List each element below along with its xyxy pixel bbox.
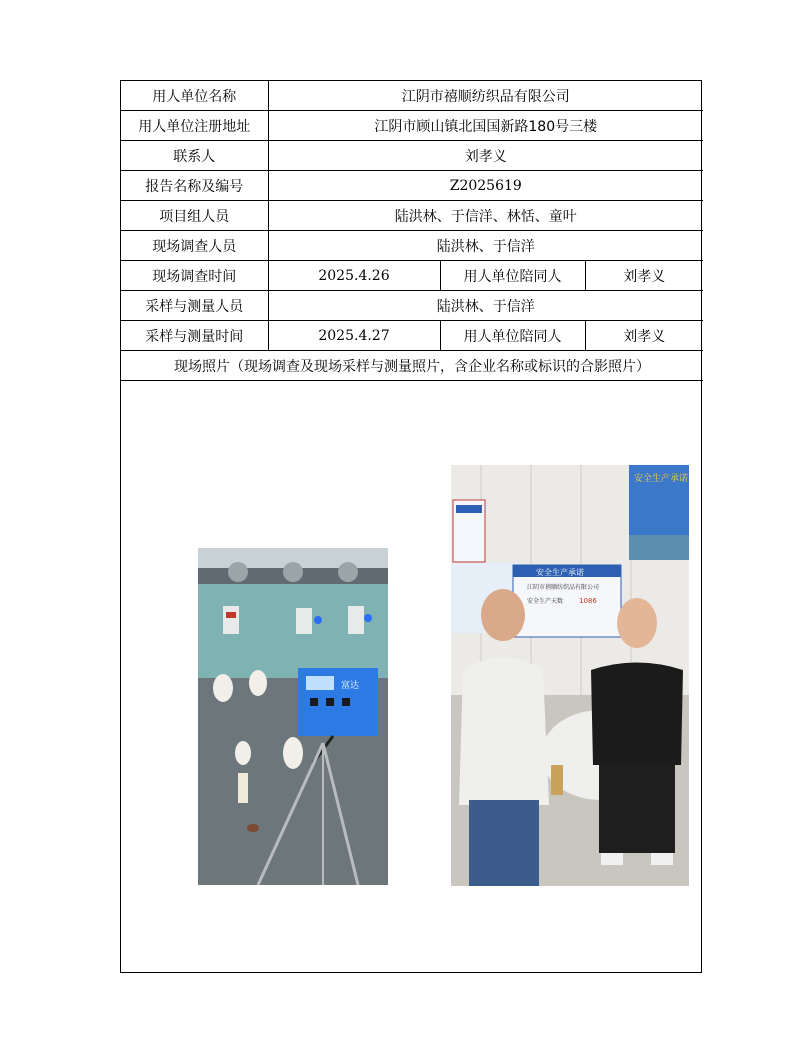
- project-team: 陆洪林、于信洋、林恬、童叶: [268, 201, 703, 231]
- poster-text: 安全生产承诺: [634, 474, 689, 484]
- companion-name: 刘孝义: [585, 321, 703, 351]
- companion-name: 刘孝义: [585, 261, 703, 291]
- photos-header: 现场照片（现场调查及现场采样与测量照片，含企业名称或标识的合影照片）: [121, 351, 703, 381]
- table-row: [121, 291, 703, 321]
- field-label: 现场调查时间: [121, 261, 268, 291]
- instrument-label: 富达: [341, 681, 360, 691]
- sign-days-label: 安全生产天数: [527, 598, 564, 605]
- field-label: 用人单位注册地址: [121, 111, 268, 141]
- sampling-photo: [198, 548, 388, 885]
- table-row: [121, 141, 703, 171]
- sign-days-value: 1086: [579, 597, 597, 605]
- field-label: 用人单位名称: [121, 81, 268, 111]
- sampling-date: 2025.4.27: [268, 321, 440, 351]
- table-row: [121, 321, 703, 351]
- sampling-photo-image: [198, 548, 388, 885]
- field-label: 采样与测量时间: [121, 321, 268, 351]
- photo-area: [121, 381, 701, 971]
- company-address: 江阴市顾山镇北国国新路180号三楼: [268, 111, 703, 141]
- survey-staff: 陆洪林、于信洋: [268, 231, 703, 261]
- survey-form: [120, 80, 702, 973]
- table-row: [121, 201, 703, 231]
- table-row: [121, 261, 703, 291]
- survey-date: 2025.4.26: [268, 261, 440, 291]
- sign-title: 安全生产承诺: [536, 568, 584, 577]
- table-row: [121, 81, 703, 111]
- company-name: 江阴市禧顺纺织品有限公司: [268, 81, 703, 111]
- field-label: 报告名称及编号: [121, 171, 268, 201]
- info-table: [121, 81, 703, 381]
- sampling-staff: 陆洪林、于信洋: [268, 291, 703, 321]
- table-row: [121, 231, 703, 261]
- field-label: 项目组人员: [121, 201, 268, 231]
- group-photo: [451, 465, 689, 886]
- field-label: 联系人: [121, 141, 268, 171]
- sign-company: 江阴市禧顺纺织品有限公司: [527, 584, 600, 591]
- table-row: [121, 351, 703, 381]
- field-label: 采样与测量人员: [121, 291, 268, 321]
- table-row: [121, 171, 703, 201]
- report-number: Z2025619: [268, 171, 703, 201]
- companion-label: 用人单位陪同人: [440, 321, 585, 351]
- field-label: 现场调查人员: [121, 231, 268, 261]
- contact-person: 刘孝义: [268, 141, 703, 171]
- table-row: [121, 111, 703, 141]
- group-photo-image: [451, 465, 689, 886]
- companion-label: 用人单位陪同人: [440, 261, 585, 291]
